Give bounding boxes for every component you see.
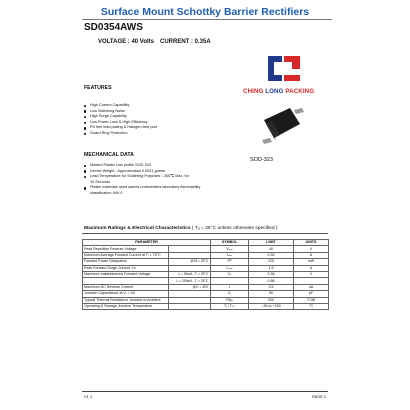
header-divider	[82, 19, 332, 20]
table-cell-symbol: Tⱼ / Tₛₜₗ	[211, 303, 249, 309]
list-item: Low Switching Noise	[84, 109, 234, 115]
table-cell-symbol: Vₒ	[211, 271, 249, 277]
company-name-word: CHING	[243, 88, 266, 95]
table-cell-param: Operating & Storage Junction Temperature	[83, 303, 169, 309]
table-cell-cond: @Vᵣ = 30V	[169, 284, 211, 290]
table-cell-symbol: Iᵣ	[211, 284, 249, 290]
table-cell-param: Peak Repetitive Reverse Voltage	[83, 246, 169, 252]
table-cell-cond	[169, 303, 211, 309]
table-cell-unit: V	[294, 271, 329, 277]
table-cell-param: Typical Thermal Resistance Junction to Ambient	[83, 297, 169, 303]
features-list	[84, 103, 234, 137]
list-item: Plastic materials used carries underwriters laboratory flammability	[84, 185, 254, 191]
table-title	[84, 226, 329, 231]
table-cell-limit: 3.5	[249, 284, 294, 290]
table-cell-limit: 300	[249, 297, 294, 303]
table-cell-unit: A	[294, 265, 329, 271]
column-header: SYMBOL	[211, 240, 249, 246]
table-row	[83, 303, 329, 309]
page-label: PAGE.1	[312, 394, 327, 399]
footer-divider	[82, 391, 328, 392]
company-logo	[266, 54, 302, 83]
table-cell-symbol: Pᵈ	[211, 259, 249, 265]
table-cell-unit: pF	[294, 291, 329, 297]
table-cell-limit: 0.38	[249, 271, 294, 277]
table-cell-limit: 225	[249, 259, 294, 265]
list-item-continuation: classification 94V-0	[90, 190, 123, 195]
table-cell-symbol: Cⱼ	[211, 291, 249, 297]
table-cell-param: Junction Capacitance at Vᵣ = 0V	[83, 291, 169, 297]
table-cell-param: Forward Power Dissipation	[83, 259, 169, 265]
table-cell-limit: 0.58	[249, 278, 294, 284]
table-cell-param: Maximum Average Forward Current at Tₗ = 75°C	[83, 252, 169, 258]
part-number: SD0354AWS	[84, 22, 143, 33]
version-label: V1.1	[84, 394, 93, 399]
column-header: UNITS	[294, 240, 329, 246]
list-item: Molded Plastic Low profile SOD-323	[84, 163, 254, 169]
table-cell-cond: Iₒ = 200mA , Tₗ = 25°C	[169, 278, 211, 284]
ratings-table	[82, 239, 329, 310]
column-header: LIMIT	[249, 240, 294, 246]
table-cell-unit: °C/W	[294, 297, 329, 303]
rating-summary	[98, 39, 211, 45]
package-label: SOD-323	[250, 157, 273, 163]
list-item-continuation: 10 Seconds	[90, 179, 111, 184]
table-cell-symbol: Rθⱼₐ	[211, 297, 249, 303]
list-item: High Current Capability	[84, 103, 234, 109]
table-cell-limit: 50	[249, 291, 294, 297]
mechanical-list	[84, 163, 254, 197]
table-body	[83, 246, 329, 310]
table-cell-limit: 40	[249, 246, 294, 252]
table-divider	[82, 233, 328, 234]
list-item: High Surge Capability	[84, 114, 234, 120]
list-item: Guard Ring Protection	[84, 131, 234, 137]
voltage-rating: VOLTAGE : 40 Volts	[98, 39, 155, 45]
list-item: Pd free lead plating & Halogen-free part	[84, 125, 234, 131]
company-name-word: LONG	[265, 88, 286, 95]
list-item: Low Power Loss & High Efficiency	[84, 120, 234, 126]
table-title-note: ( Tₐ = 25°C unless otherwise specified )	[191, 226, 278, 231]
table-cell-unit: A	[294, 252, 329, 258]
list-item: Device Weight : Approximated 0.0041 grams	[84, 169, 254, 175]
mechanical-heading: MECHANICAL DATA	[84, 152, 134, 158]
table-cell-limit: 0.35	[249, 252, 294, 258]
table-cell-limit: 1.5	[249, 265, 294, 271]
table-cell-param: Peak Forward Surge Current, 1s	[83, 265, 169, 271]
features-heading: FEATURES	[84, 85, 112, 91]
table-cell-symbol: Iₒₐᵥ	[211, 252, 249, 258]
document-title: Surface Mount Schottky Barrier Rectifiers	[100, 6, 310, 18]
table-cell-symbol: Iₒₛₘ	[211, 265, 249, 271]
table-cell-param: Maximum Instantaneous Forward Voltage	[83, 271, 169, 277]
table-cell-limit: - 55 to +150	[249, 303, 294, 309]
table-title-text: Maximum Ratings & Electrical Characteristics	[84, 226, 191, 231]
table-cell-unit: °C	[294, 303, 329, 309]
company-name-word: PACKING	[285, 88, 315, 95]
table-cell-unit: uA	[294, 284, 329, 290]
package-image	[256, 102, 308, 146]
table-cell-cond: Iₒ = 50mA , Tₗ = 25°C	[169, 271, 211, 277]
table-cell-cond: @TA = 25°C	[169, 259, 211, 265]
list-item: Lead Temperature for Soldering Purposes : 260℃ Max. for	[84, 174, 254, 180]
table-cell-unit: V	[294, 246, 329, 252]
table-cell-unit: mW	[294, 259, 329, 265]
table-cell-param: Maximum DC Reverse Current	[83, 284, 169, 290]
company-name	[243, 88, 314, 95]
column-header: PARAMETER	[83, 240, 211, 246]
table-cell-symbol: Vᵣᵣₘ	[211, 246, 249, 252]
current-rating: CURRENT : 0.35A	[160, 39, 211, 45]
